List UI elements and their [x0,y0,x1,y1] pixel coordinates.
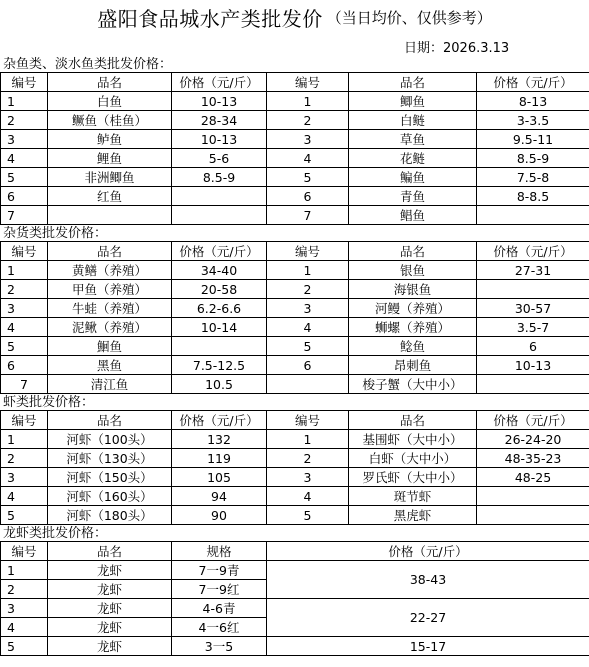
product-cell: 白鲢 [349,111,477,130]
price-cell: 8-13 [477,92,589,111]
product-cell: 河鳗（养殖） [349,299,477,318]
product-cell: 河虾（160头） [48,487,172,506]
price-cell [477,487,589,506]
number-cell: 5 [267,168,349,187]
table-header-row [1,73,589,92]
product-cell: 白鱼 [48,92,172,111]
table-row [1,356,589,375]
price-cell: 90 [172,506,267,525]
number-cell: 3 [267,299,349,318]
product-cell: 龙虾 [48,618,172,637]
price-cell: 119 [172,449,267,468]
page-title: 盛阳食品城水产类批发价 [97,6,323,31]
product-cell: 鲈鱼 [48,130,172,149]
number-cell: 6 [1,187,48,206]
number-cell: 7 [1,375,48,394]
header-cell: 品名 [48,73,172,92]
table-header-row [1,242,589,261]
number-cell: 3 [267,130,349,149]
product-cell: 龙虾 [48,561,172,580]
product-cell: 黄鳝（养殖） [48,261,172,280]
table-header-row [1,411,589,430]
table-header-row [1,542,589,561]
table-row [1,187,589,206]
product-cell: 红鱼 [48,187,172,206]
price-cell: 20-58 [172,280,267,299]
header-cell: 价格（元/斤） [172,242,267,261]
price-cell [477,280,589,299]
number-cell: 4 [1,487,48,506]
header-cell: 价格（元/斤） [477,411,589,430]
price-cell: 28-34 [172,111,267,130]
number-cell: 4 [267,318,349,337]
number-cell: 3 [267,468,349,487]
price-cell: 15-17 [267,637,589,656]
number-cell: 1 [1,561,48,580]
number-cell: 3 [1,130,48,149]
header-cell: 编号 [267,73,349,92]
price-cell: 5-6 [172,149,267,168]
price-cell: 26-24-20 [477,430,589,449]
number-cell: 7 [1,206,48,225]
price-cell: 34-40 [172,261,267,280]
product-cell: 银鱼 [349,261,477,280]
price-cell: 10.5 [172,375,267,394]
shrimp-section-title: 虾类批发价格： [0,394,589,411]
number-cell: 2 [1,449,48,468]
product-cell: 河虾（100头） [48,430,172,449]
price-cell: 7.5-8 [477,168,589,187]
number-cell: 2 [267,111,349,130]
product-cell: 蛳螺（养殖） [349,318,477,337]
shrimp-price-table [0,411,589,525]
table-row [1,92,589,111]
table-row [1,599,589,618]
product-cell: 甲鱼（养殖） [48,280,172,299]
product-cell: 鮰鱼 [48,337,172,356]
number-cell: 3 [1,299,48,318]
price-cell: 10-13 [172,92,267,111]
product-cell: 白虾（大中小） [349,449,477,468]
product-cell: 鳜鱼（桂鱼） [48,111,172,130]
product-cell: 花鲢 [349,149,477,168]
price-cell: 94 [172,487,267,506]
header-cell: 编号 [1,73,48,92]
product-cell: 龙虾 [48,599,172,618]
number-cell: 5 [1,637,48,656]
price-cell: 8-8.5 [477,187,589,206]
price-cell: 3-3.5 [477,111,589,130]
product-cell: 河虾（180头） [48,506,172,525]
product-cell: 牛蛙（养殖） [48,299,172,318]
spec-cell: 4一6红 [172,618,267,637]
header-cell: 品名 [48,411,172,430]
header-cell: 价格（元/斤） [477,242,589,261]
price-cell: 8.5-9 [477,149,589,168]
product-cell [48,206,172,225]
price-cell: 22-27 [267,599,589,637]
price-cell: 9.5-11 [477,130,589,149]
number-cell: 7 [267,206,349,225]
spec-cell: 4-6青 [172,599,267,618]
spec-cell: 7一9红 [172,580,267,599]
number-cell: 1 [267,261,349,280]
number-cell: 4 [1,149,48,168]
product-cell: 罗氏虾（大中小） [349,468,477,487]
header-cell: 品名 [48,242,172,261]
number-cell: 5 [267,506,349,525]
product-cell: 河虾（150头） [48,468,172,487]
product-cell: 河虾（130头） [48,449,172,468]
product-cell: 鳊鱼 [349,168,477,187]
number-cell: 5 [267,337,349,356]
number-cell [267,375,349,394]
number-cell: 2 [1,111,48,130]
number-cell: 3 [1,468,48,487]
table-row [1,261,589,280]
product-cell: 梭子蟹（大中小） [349,375,477,394]
number-cell: 2 [267,280,349,299]
table-row [1,299,589,318]
price-cell: 6 [477,337,589,356]
number-cell: 4 [1,618,48,637]
price-cell: 6.2-6.6 [172,299,267,318]
number-cell: 1 [267,92,349,111]
price-cell: 10-13 [477,356,589,375]
product-cell: 鲤鱼 [48,149,172,168]
number-cell: 3 [1,599,48,618]
number-cell: 5 [1,506,48,525]
spec-cell: 7一9青 [172,561,267,580]
price-cell: 10-14 [172,318,267,337]
product-cell: 鲫鱼 [349,92,477,111]
date-label: 日期：2026.3.13 [404,41,510,56]
price-cell: 30-57 [477,299,589,318]
price-cell: 105 [172,468,267,487]
misc-section-title: 杂货类批发价格： [0,225,589,242]
table-row [1,506,589,525]
table-row [1,637,589,656]
number-cell: 2 [1,580,48,599]
product-cell: 非洲鲫鱼 [48,168,172,187]
table-row [1,318,589,337]
product-cell: 黑鱼 [48,356,172,375]
price-cell [477,506,589,525]
product-cell: 龙虾 [48,580,172,599]
table-row [1,430,589,449]
header-cell: 价格（元/斤） [267,542,589,561]
header-cell: 品名 [349,242,477,261]
table-row [1,206,589,225]
price-cell: 8.5-9 [172,168,267,187]
product-cell: 泥鳅（养殖） [48,318,172,337]
price-cell [172,337,267,356]
number-cell: 5 [1,337,48,356]
number-cell: 1 [1,92,48,111]
price-cell: 7.5-12.5 [172,356,267,375]
product-cell: 青鱼 [349,187,477,206]
table-row [1,280,589,299]
table-row [1,561,589,580]
number-cell: 4 [267,487,349,506]
table-row [1,130,589,149]
number-cell: 2 [1,280,48,299]
number-cell: 6 [1,356,48,375]
header-cell: 规格 [172,542,267,561]
product-cell: 鲶鱼 [349,337,477,356]
number-cell: 5 [1,168,48,187]
product-cell: 黑虎虾 [349,506,477,525]
number-cell: 1 [267,430,349,449]
lobster-section-title: 龙虾类批发价格： [0,525,589,542]
product-cell: 草鱼 [349,130,477,149]
title-row [0,0,589,34]
header-cell: 价格（元/斤） [477,73,589,92]
page-subtitle: （当日均价、仅供参考） [326,8,492,27]
price-cell [477,375,589,394]
header-cell: 品名 [48,542,172,561]
number-cell: 4 [267,149,349,168]
table-row [1,487,589,506]
header-cell: 价格（元/斤） [172,411,267,430]
product-cell: 清江鱼 [48,375,172,394]
lobster-price-table [0,542,589,656]
number-cell: 2 [267,449,349,468]
price-cell [172,187,267,206]
date-row [0,34,589,56]
number-cell: 6 [267,187,349,206]
product-cell: 昂刺鱼 [349,356,477,375]
fish-price-table [0,73,589,225]
product-cell: 斑节虾 [349,487,477,506]
number-cell: 1 [1,430,48,449]
table-row [1,449,589,468]
spec-cell: 3一5 [172,637,267,656]
product-cell: 海银鱼 [349,280,477,299]
table-row [1,149,589,168]
price-cell: 10-13 [172,130,267,149]
header-cell: 编号 [267,242,349,261]
product-cell: 龙虾 [48,637,172,656]
header-cell: 编号 [1,411,48,430]
price-cell [477,206,589,225]
header-cell: 品名 [349,411,477,430]
header-cell: 编号 [1,542,48,561]
price-cell: 38-43 [267,561,589,599]
table-row [1,468,589,487]
price-cell: 3.5-7 [477,318,589,337]
price-cell: 132 [172,430,267,449]
header-cell: 品名 [349,73,477,92]
header-cell: 编号 [1,242,48,261]
number-cell: 6 [267,356,349,375]
table-row [1,168,589,187]
table-row [1,337,589,356]
price-cell: 48-25 [477,468,589,487]
fish-section-title: 杂鱼类、淡水鱼类批发价格： [0,56,589,73]
price-cell: 48-35-23 [477,449,589,468]
table-row [1,375,589,394]
table-row [1,111,589,130]
number-cell: 4 [1,318,48,337]
misc-price-table [0,242,589,394]
header-cell: 编号 [267,411,349,430]
price-cell [172,206,267,225]
header-cell: 价格（元/斤） [172,73,267,92]
product-cell: 鲳鱼 [349,206,477,225]
number-cell: 1 [1,261,48,280]
product-cell: 基围虾（大中小） [349,430,477,449]
price-cell: 27-31 [477,261,589,280]
